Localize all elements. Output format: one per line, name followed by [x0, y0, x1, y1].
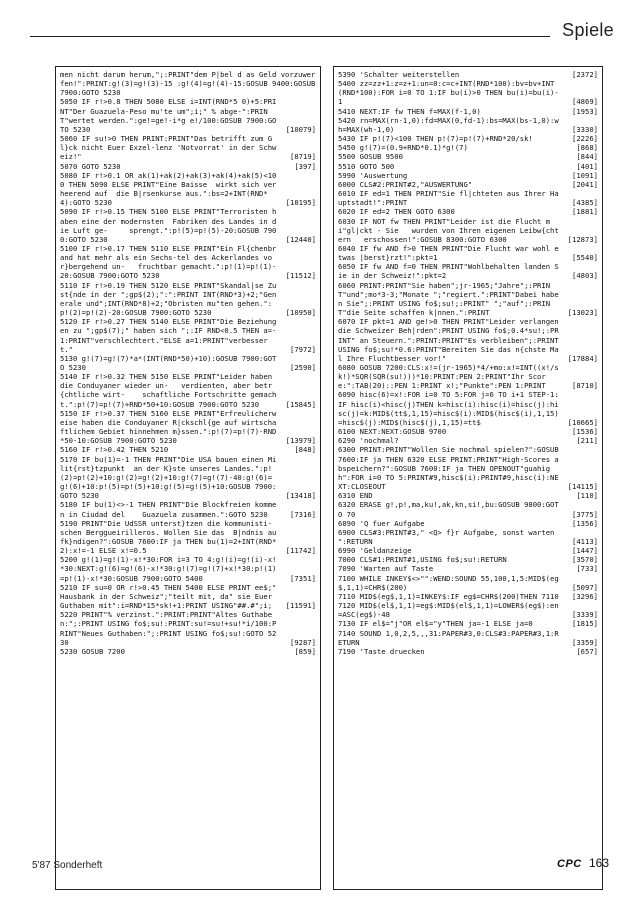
section-title: Spiele	[562, 20, 614, 40]
listing-line	[338, 116, 598, 134]
code-text: 6310 END	[338, 491, 373, 501]
checksum: [11591]	[285, 601, 316, 611]
checksum: [3775]	[572, 509, 598, 519]
code-text: 6040 IF fw AND f>0 THEN PRINT"Die Flucht war wohl etwas |berst}rzt!":pkt=1	[338, 243, 559, 263]
code-text: 6100 NEXT:NEXT:GOSUB 9700	[338, 427, 447, 437]
checksum: [9287]	[290, 637, 316, 647]
listing-line	[338, 555, 598, 564]
listing-line	[338, 152, 598, 161]
code-text: 5090 IF r!>0.15 THEN 5100 ELSE PRINT"Terroristen haben eine der modernsten Fabriken des Landes in die Luft ge- sprengt.":p!(5)=p!(5)-20:GOSUB 7900:GOTO 5230	[60, 207, 277, 244]
listing-line	[338, 207, 598, 216]
code-text: 5130 g!(7)=g!(7)*a*(INT(RND*50)+10):GOSUB 7900:GOTO 5230	[60, 353, 277, 372]
listing-line	[338, 107, 598, 116]
listing-line	[338, 180, 598, 189]
listing-line	[338, 629, 598, 647]
code-text: 7090 'Warten auf Taste	[338, 564, 434, 574]
listing-line	[60, 171, 316, 208]
listing-line	[60, 207, 316, 244]
code-text: 6090 hisc(6)=x!:FOR i=0 TO 5:FOR j=6 TO i+1 STEP-1:IF hisc(i)<hisc(j)THEN k=hisc(i):hisc(i)=hisc(j):hisc(j)=k:MID$(tt$,1,15)=hisc$(i):MID$(hisc$(i),1,15)=hisc$(j):MID$(hisc$(j),1,15)=tt$	[338, 390, 559, 427]
checksum: [11512]	[285, 271, 316, 281]
code-text: 6300 PRINT:PRINT"Wollen Sie nochmal spielen?":GOSUB 7600:IF ja THEN 6320 ELSE PRINT:PRINT"High-Scores abspeichern?":GOSUB 7600:IF ja THEN OPENOUT"guahigh":FOR i=0 TO 5:PRINT#9,hisc$(i):PRINT#9,hisc(i):NEXT:CLOSEOUT	[338, 445, 564, 492]
listing-line	[338, 574, 598, 592]
code-text: 5990 'Auswertung	[338, 170, 408, 180]
code-text: 7110 MID$(eg$,1,1)=INKEY$:IF eg$=CHR$(200)THEN 7110	[338, 591, 559, 601]
code-text: 5160 IF r!>0.42 THEN 5210	[60, 445, 169, 455]
listing-line	[60, 70, 320, 98]
listing-line	[338, 390, 598, 427]
code-text: 5080 IF r!>0.1 OR ak(1)+ak(2)+ak(3)+ak(4)+ak(5)<100 THEN 5090 ELSE PRINT"Eine Baisse wirkt sich verheerend auf die B|rsenkurse aus.":bs=2+INT(RND*4):GOTO 5230	[60, 170, 277, 208]
listing-left	[56, 67, 320, 656]
code-text: 7000 CLS#1:PRINT#1,USING fo$;su!:RETURN	[338, 555, 507, 565]
checksum: [10950]	[285, 308, 316, 318]
listing-line	[338, 519, 598, 528]
checksum: [10195]	[285, 198, 316, 208]
checksum: [7316]	[290, 509, 316, 519]
listing-line	[338, 143, 598, 152]
checksum: [11742]	[285, 546, 316, 556]
checksum: [13023]	[567, 308, 598, 318]
listing-line	[338, 528, 598, 546]
code-text: 5110 IF r!>0.19 THEN 5120 ELSE PRINT"Skandal|se Zust{nde in der ";gp$(2);":":PRINT INT(RND*3)+2;"Generale und";INT(RND*8)+2;"Obristen mu"ten gehen.":p!(2)=p!(2)-20:GOSUB 7900:GOTO 5230	[60, 280, 277, 318]
checksum: [3296]	[572, 591, 598, 601]
listing-line	[60, 647, 316, 656]
code-text: 6030 IF NOT fw THEN PRINT"Leider ist die Flucht mi"gl|ckt - Sie wurden von Ihren eigenen Leibw{chtern erschossen!":GOSUB 8300:GOTO 6300	[338, 216, 559, 244]
code-text: men nicht darum herum,";:PRINT"dem P|bel d as Geld vorzuwerfen!":PRINT:g!(3)=g!(3)-15 :g!(4)=g!(4)-15:GOSUB 9400:GOSUB 7900:GOTO 5230	[60, 70, 320, 98]
checksum: [12440]	[285, 234, 316, 244]
code-text: 6010 IF ed=1 THEN PRINT"Sie fl|chteten aus Ihrer Hauptstadt!":PRINT	[338, 189, 559, 208]
checksum: [1091]	[572, 170, 598, 180]
code-text: 7140 SOUND 1,0,2,5,,,31:PAPER#3,0:CLS#3:PAPER#3,1:RETURN	[338, 628, 559, 647]
code-text: 5220 PRINT"% verzinst.":PRINT:PRINT"Altes Guthaben:";:PRINT USING fo$;su!:PRINT:su!=su!+su!*i/100:PRINT"Neues Guthaben:";:PRINT USING fo$;su!:GOTO 5230	[60, 610, 277, 647]
listing-line	[338, 70, 598, 79]
listing-line	[338, 281, 598, 318]
code-text: 5450 g!(7)=(0.9+RND*0.1)*g!(7)	[338, 143, 468, 153]
checksum: [1536]	[572, 427, 598, 437]
code-text: 5210 IF su=0 OR r!>0.45 THEN 5400 ELSE PRINT ee$;" Hausbank in der Schweiz";"teilt mit, da" sie Euer Guthaben mit":i=RND*15*sk!+1:PRINT USING"##.#";i;	[60, 582, 281, 611]
code-text: 5140 IF r!>0.32 THEN 5150 ELSE PRINT"Leider haben die Conduyaner wieder un- verdienten, aber betr{chtliche wirt- schaftliche Fortschritte gemacht.":p!(7)=p!(7)+RND*50+10:GOSUB 7900:GOTO 5230	[60, 372, 277, 409]
listing-line	[338, 79, 598, 106]
code-text: 7130 IF el$="j"OR el$="y"THEN ja=-1 ELSE ja=0	[338, 619, 533, 629]
code-text: 6900 CLS#3:PRINT#3," <Q> f}r Aufgabe, sonst warten ":RETURN	[338, 527, 559, 546]
checksum: [401]	[576, 161, 598, 171]
checksum: [10665]	[567, 417, 598, 427]
checksum: [15845]	[285, 399, 316, 409]
checksum: [1356]	[572, 518, 598, 528]
code-text: 7120 MID$(el$,1,1)=eg$:MID$(el$,1,1)=LOWER$(eg$):en=ASC(eg$)-48	[338, 601, 559, 620]
listing-line	[60, 519, 316, 556]
checksum: [2372]	[572, 70, 598, 79]
code-text: 5410 NEXT:IF fw THEN f=MAX(f-1,0)	[338, 106, 481, 116]
listing-line	[60, 455, 316, 501]
checksum: [3359]	[572, 637, 598, 647]
checksum: [3330]	[572, 124, 598, 134]
listing-line	[60, 409, 316, 446]
listing-line	[338, 647, 598, 656]
code-text: 5430 IF p!(7)<100 THEN p!(7)=p!(7)+RND*20/sk!	[338, 134, 533, 144]
listing-line	[60, 244, 316, 281]
listing-line	[338, 189, 598, 207]
listing-line	[338, 592, 598, 601]
header-rule	[30, 36, 550, 37]
checksum: [844]	[576, 152, 598, 162]
code-text: 5200 g!(1)=g!(1)-x!*30:FOR i=3 TO 4:g!(i)=g!(i)-x!*30:NEXT:g!(6)=g!(6)-x!*30:g!(7)=g!(7)+x!*30:p!(1)=p!(1)-x!*30:GOSUB 7900:GOTO 5400	[60, 555, 277, 583]
code-text: 5100 IF r!>0.17 THEN 5110 ELSE PRINT"Ein Fl{chenbrand hat mehr als ein Sechs-tel des Ackerlandes vor}bergehend un- fruchtbar gemacht.":p!(1)=p!(1)-20:GOSUB 7900:GOTO 5230	[60, 243, 277, 281]
code-text: 5420 rn=MAX(rn-1,0):fd=MAX(0,fd-1):bs=MAX(bs-1,0):wh=MAX(wh-1,0)	[338, 115, 559, 134]
listing-line	[338, 546, 598, 555]
checksum: [3339]	[572, 610, 598, 620]
code-text: 6990 'Geldanzeige	[338, 546, 412, 556]
code-text: 7100 WHILE INKEY$<>"":WEND:SOUND 55,100,1,5:MID$(eg$,1,1)=CHR$(200)	[338, 573, 559, 592]
code-text: 5170 IF bu(1)=-1 THEN PRINT"Die USA bauen einen Milit{rst}tzpunkt an der K}ste unseres Landes.":p!(2)=p!(2)+10:g!(2)=g!(2)+10:g!(7)=g!(7)-40:g!(6)=g!(6)+10:p!(5)=p!(5)+10:g!(5)=g!(5)+10:GOSUB 7900:GOTO 5230	[60, 454, 277, 501]
listing-line	[338, 491, 598, 500]
checksum: [5540]	[572, 253, 598, 263]
checksum: [13979]	[285, 436, 316, 446]
listing-line	[60, 97, 316, 134]
code-text: 6050 IF fw AND f=0 THEN PRINT"Wohlbehalten landen Sie in der Schweiz!":pkt=2	[338, 262, 559, 281]
checksum: [110]	[576, 491, 598, 501]
checksum: [2590]	[290, 363, 316, 372]
code-text: 5500 GOSUB 9500	[338, 152, 403, 162]
code-text: 7190 'Taste druecken	[338, 646, 425, 656]
code-text: 5390 'Schalter weiterstellen	[338, 70, 460, 79]
listing-right	[334, 67, 602, 656]
listing-line	[60, 354, 316, 372]
checksum: [397]	[294, 161, 316, 171]
listing-line	[338, 244, 598, 262]
listing-line	[60, 134, 316, 161]
checksum: [4869]	[572, 97, 598, 107]
checksum: [17884]	[567, 353, 598, 363]
listing-line	[338, 162, 598, 171]
checksum: [7351]	[290, 573, 316, 583]
checksum: [7972]	[290, 344, 316, 354]
checksum: [211]	[576, 436, 598, 446]
listing-line	[338, 601, 598, 619]
checksum: [733]	[576, 564, 598, 574]
listing-line	[60, 317, 316, 354]
listing-line	[338, 262, 598, 280]
code-text: 6080 GOSUB 7200:CLS:x!=(jr-1965)*4/+mo:x!=INT((x!/sk!)*SQR(SQR(su!)))*10:PRINT:PEN 2:PRINT"Ihr Score:":TAB(20)::PEN 1:PRINT x!;"Punkte":PEN 1:PRINT	[338, 363, 559, 391]
footer-issue: 5'87 Sonderheft	[32, 860, 103, 871]
code-text: 5180 IF bu(1)<>-1 THEN PRINT"Die Blockfreien kommen in Ciudad del Guazuela zusammen.":GOTO 5230	[60, 500, 277, 519]
checksum: [13418]	[285, 491, 316, 501]
listing-line	[338, 619, 598, 628]
listing-line	[338, 564, 598, 573]
checksum: [859]	[294, 646, 316, 656]
checksum: [2041]	[572, 179, 598, 189]
code-text: 5070 GOTO 5230	[60, 161, 121, 171]
listing-line	[60, 610, 316, 647]
checksum: [8710]	[572, 381, 598, 391]
checksum: [848]	[294, 445, 316, 455]
listing-line	[338, 317, 598, 363]
code-text: 5050 IF r!>0.8 THEN 5080 ELSE i=INT(RND*5 0)+5:PRINT"Der Guazuela-Peso mu'te um";i;" % abge-":PRINT"wertet werden.":ge!=ge!-i*g e!/100:GOSUB 7900:GOTO 5230	[60, 97, 277, 134]
listing-line	[60, 555, 316, 582]
listing-line	[338, 171, 598, 180]
checksum: [4113]	[572, 536, 598, 546]
code-text: 5120 IF r!>0.27 THEN 5140 ELSE PRINT"Die Beziehungen zu ";gp$(7);" haben sich ";:IF RND<0.5 THEN a=-1:PRINT"verschlechtert."ELSE a=1:PRINT"verbessert."	[60, 317, 277, 354]
checksum: [868]	[576, 143, 598, 153]
code-text: 5230 GOSUB 7200	[60, 646, 125, 656]
checksum: [10079]	[285, 124, 316, 134]
checksum: [5097]	[572, 582, 598, 592]
listing-line	[60, 281, 316, 318]
listing-line	[60, 583, 316, 610]
code-text: 5400 zz=zz+1:z=z+1:un=0:c=c+INT(RND*100):bv=bv+INT(RND*100):FOR i=0 TO 1:IF bu(i)>0 THEN bu(i)=bu(i)-1	[338, 79, 559, 107]
page-number: 163	[589, 856, 610, 870]
listing-line	[60, 500, 316, 518]
checksum: [1881]	[572, 207, 598, 217]
code-text: 6020 IF ed=2 THEN GOTO 6300	[338, 207, 455, 217]
listing-line	[338, 436, 598, 445]
code-text: 6000 CLS#2:PRINT#2,"AUSWERTUNG"	[338, 179, 473, 189]
listing-column-left	[55, 66, 321, 890]
code-text: 6290 'nochmal?	[338, 436, 399, 446]
checksum: [3570]	[572, 555, 598, 565]
listing-line	[60, 162, 316, 171]
checksum: [12873]	[567, 234, 598, 244]
footer-logo: CPC	[557, 858, 582, 870]
listing-line	[338, 134, 598, 143]
listing-line	[338, 217, 598, 244]
listing-line	[338, 363, 598, 390]
checksum: [1815]	[572, 619, 598, 629]
code-text: 5060 IF su!>0 THEN PRINT:PRINT"Das betrifft zum Gl}ck nicht Euer Exzel-lenz 'Notvorrat' in der Schweiz!"	[60, 134, 277, 162]
code-text: 5190 PRINT"Die UdSSR unterst}tzen die kommunisti- schen Berggueirilleros. Wollen Sie das B|ndnis aufk}ndigen?":GOSUB 7600:IF ja THEN bu(1)=2+INT(RND*2):x!=-1 ELSE x!=0.5	[60, 518, 281, 556]
checksum: [8719]	[290, 152, 316, 162]
checksum: [4803]	[572, 271, 598, 281]
checksum: [1447]	[572, 546, 598, 556]
code-text: 6060 PRINT:PRINT"Sie haben";jr-1965;"Jahre";:PRINT"und";mo*3-3;"Monate ";"regiert.":PRINT"Dabei haben Sie";:PRINT USING fo$;su!;:PRINT" ";"auf";:PRINT"die Seite schaffen k|nnen.":PRINT	[338, 280, 559, 318]
listing-line	[338, 500, 598, 518]
checksum: [1953]	[572, 106, 598, 116]
code-text: 6320 ERASE g!,p!,ma,ku!,ak,kn,si!,bu:GOSUB 9800:GOTO 70	[338, 500, 559, 519]
checksum: [14115]	[567, 482, 598, 492]
listing-line	[338, 445, 598, 491]
code-text: 6070 IF pkt=1 AND ge!>0 THEN PRINT"Leider verlangen die Schweizer Beh|rden":PRINT USING fo$;0.4*su!;:PRINT" an Steuern.":PRINT:PRINT"Es verbleiben";:PRINT USING fo$;su!*0.6:PRINT"Bereiten Sie das n{chste Mal Ihre Fluchtbesser vor!"	[338, 317, 564, 363]
listing-column-right	[333, 66, 603, 890]
listing-line	[60, 445, 316, 454]
code-text: 5510 GOTO 500	[338, 161, 395, 171]
code-text: 6890 'Q fuer Aufgabe	[338, 518, 425, 528]
checksum: [657]	[576, 646, 598, 656]
listing-line	[60, 372, 316, 409]
listing-line	[338, 427, 598, 436]
checksum: [4385]	[572, 198, 598, 208]
code-text: 5150 IF r!>0.37 THEN 5160 ELSE PRINT"Erfreulicherweise haben die Conduyaner R|ckschl{ge auf wirtschaftlichem Gebiet hinnehmen m}ssen.":p!(7)=p!(7)-RND*50-10:GOSUB 7900:GOTO 5230	[60, 408, 277, 446]
checksum: [2226]	[572, 134, 598, 144]
